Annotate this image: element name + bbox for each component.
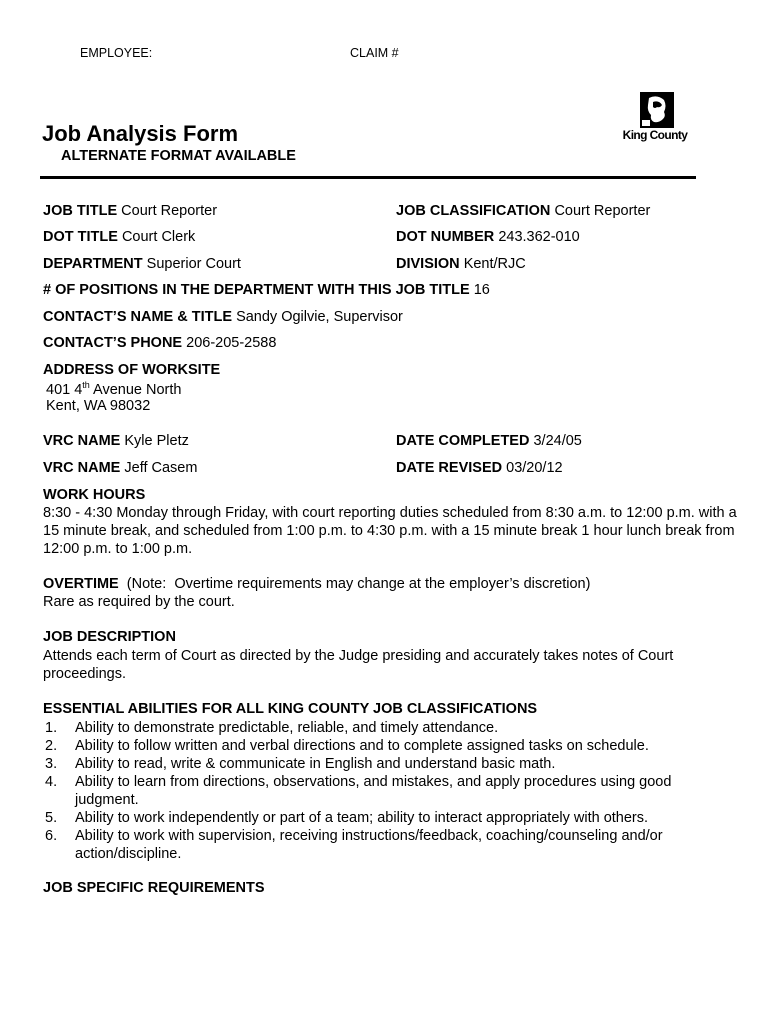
job-title-value: Court Reporter	[121, 203, 218, 219]
address-line-2: Kent, WA 98032	[46, 398, 151, 414]
dot-number-value: 243.362-010	[498, 229, 580, 245]
positions-label: # OF POSITIONS IN THE DEPARTMENT WITH THIS JOB TITLE	[43, 282, 470, 298]
date-completed-field	[396, 433, 582, 449]
list-item-text: Ability to work independently or part of a team; ability to interact appropriately with others.	[75, 810, 649, 826]
list-item-text: Ability to read, write & communicate in English and understand basic math.	[75, 756, 556, 772]
work-hours-text: 8:30 - 4:30 Monday through Friday, with court reporting duties scheduled from 8:30 a.m. to 12:00 p.m. with a 15 minute break, and scheduled from 1:00 p.m. to 4:30 p.m. with a 15 minute break 1 hour lunch break from 12:00 p.m. to 1:00 p.m.	[43, 505, 737, 557]
date-revised-field	[396, 460, 563, 476]
employee-label: EMPLOYEE:	[80, 46, 153, 60]
overtime-note: (Note: Overtime requirements may change at the employer’s discretion)	[118, 576, 591, 592]
list-item-number: 5.	[45, 810, 58, 826]
alternate-format-note: ALTERNATE FORMAT AVAILABLE	[61, 148, 296, 164]
job-classification-value: Court Reporter	[554, 203, 651, 219]
address-line-1-sup: th	[82, 380, 90, 390]
date-revised-value: 03/20/12	[506, 460, 563, 476]
essential-abilities-label: ESSENTIAL ABILITIES FOR ALL KING COUNTY JOB CLASSIFICATIONS	[43, 701, 538, 717]
job-specific-label: JOB SPECIFIC REQUIREMENTS	[43, 880, 265, 896]
positions-field	[43, 282, 490, 298]
list-item-text: Ability to follow written and verbal directions and to complete assigned tasks on schedule.	[75, 738, 649, 754]
essential-abilities-list	[43, 719, 723, 863]
work-hours-label: WORK HOURS	[43, 487, 146, 503]
dot-title-label: DOT TITLE	[43, 229, 118, 245]
list-item	[43, 773, 675, 809]
date-completed-label: DATE COMPLETED	[396, 433, 530, 449]
title-divider	[40, 176, 696, 179]
vrc-name-1-label: VRC NAME	[43, 433, 121, 449]
department-field	[43, 256, 241, 272]
job-classification-label: JOB CLASSIFICATION	[396, 203, 551, 219]
contact-name-field	[43, 309, 403, 325]
vrc-name-2-value: Jeff Casem	[124, 460, 198, 476]
contact-phone-field	[43, 335, 276, 351]
list-item-number: 3.	[45, 756, 58, 772]
list-item-text: Ability to work with supervision, receiving instructions/feedback, coaching/counseling and/or action/discipline.	[75, 828, 663, 862]
list-item-text: Ability to learn from directions, observations, and mistakes, and apply procedures using good judgment.	[75, 774, 672, 808]
list-item	[43, 827, 695, 863]
vrc-name-2-field	[43, 460, 197, 476]
king-county-logo	[617, 92, 693, 146]
division-label: DIVISION	[396, 256, 460, 272]
job-classification-field	[396, 203, 650, 219]
overtime-heading	[43, 576, 590, 592]
date-revised-label: DATE REVISED	[396, 460, 503, 476]
address-line-1-start: 401 4	[46, 381, 83, 398]
list-item	[43, 755, 723, 773]
address-line-1	[46, 380, 181, 398]
positions-value: 16	[473, 282, 490, 298]
vrc-name-1-field	[43, 433, 189, 449]
job-description-text: Attends each term of Court as directed by the Judge presiding and accurately takes notes of Court proceedings.	[43, 648, 674, 682]
overtime-label: OVERTIME	[43, 576, 119, 592]
vrc-name-1-value: Kyle Pletz	[124, 433, 189, 449]
dot-number-field	[396, 229, 580, 245]
job-description-label: JOB DESCRIPTION	[43, 629, 176, 645]
list-item	[43, 719, 723, 737]
contact-name-value: Sandy Ogilvie, Supervisor	[236, 309, 403, 325]
dot-number-label: DOT NUMBER	[396, 229, 495, 245]
department-label: DEPARTMENT	[43, 256, 143, 272]
job-title-field	[43, 203, 217, 219]
overtime-text: Rare as required by the court.	[43, 594, 235, 610]
list-item-number: 4.	[45, 774, 58, 790]
address-label: ADDRESS OF WORKSITE	[43, 362, 221, 378]
contact-name-label: CONTACT’S NAME & TITLE	[43, 309, 233, 325]
claim-label: CLAIM #	[350, 46, 399, 60]
list-item	[43, 809, 723, 827]
page-title: Job Analysis Form	[42, 121, 239, 146]
contact-phone-value: 206-205-2588	[186, 335, 277, 351]
address-line-1-end: Avenue North	[89, 381, 182, 398]
list-item-number: 1.	[45, 720, 58, 736]
division-value: Kent/RJC	[463, 256, 526, 272]
dot-title-field	[43, 229, 195, 245]
logo-text: King County	[622, 128, 688, 142]
list-item-number: 6.	[45, 828, 58, 844]
list-item-text: Ability to demonstrate predictable, reliable, and timely attendance.	[75, 720, 499, 736]
vrc-name-2-label: VRC NAME	[43, 460, 121, 476]
division-field	[396, 256, 526, 272]
job-title-label: JOB TITLE	[43, 203, 118, 219]
date-completed-value: 3/24/05	[533, 433, 582, 449]
dot-title-value: Court Clerk	[121, 229, 196, 245]
list-item	[43, 737, 723, 755]
list-item-number: 2.	[45, 738, 58, 754]
department-value: Superior Court	[146, 256, 241, 272]
contact-phone-label: CONTACT’S PHONE	[43, 335, 183, 351]
